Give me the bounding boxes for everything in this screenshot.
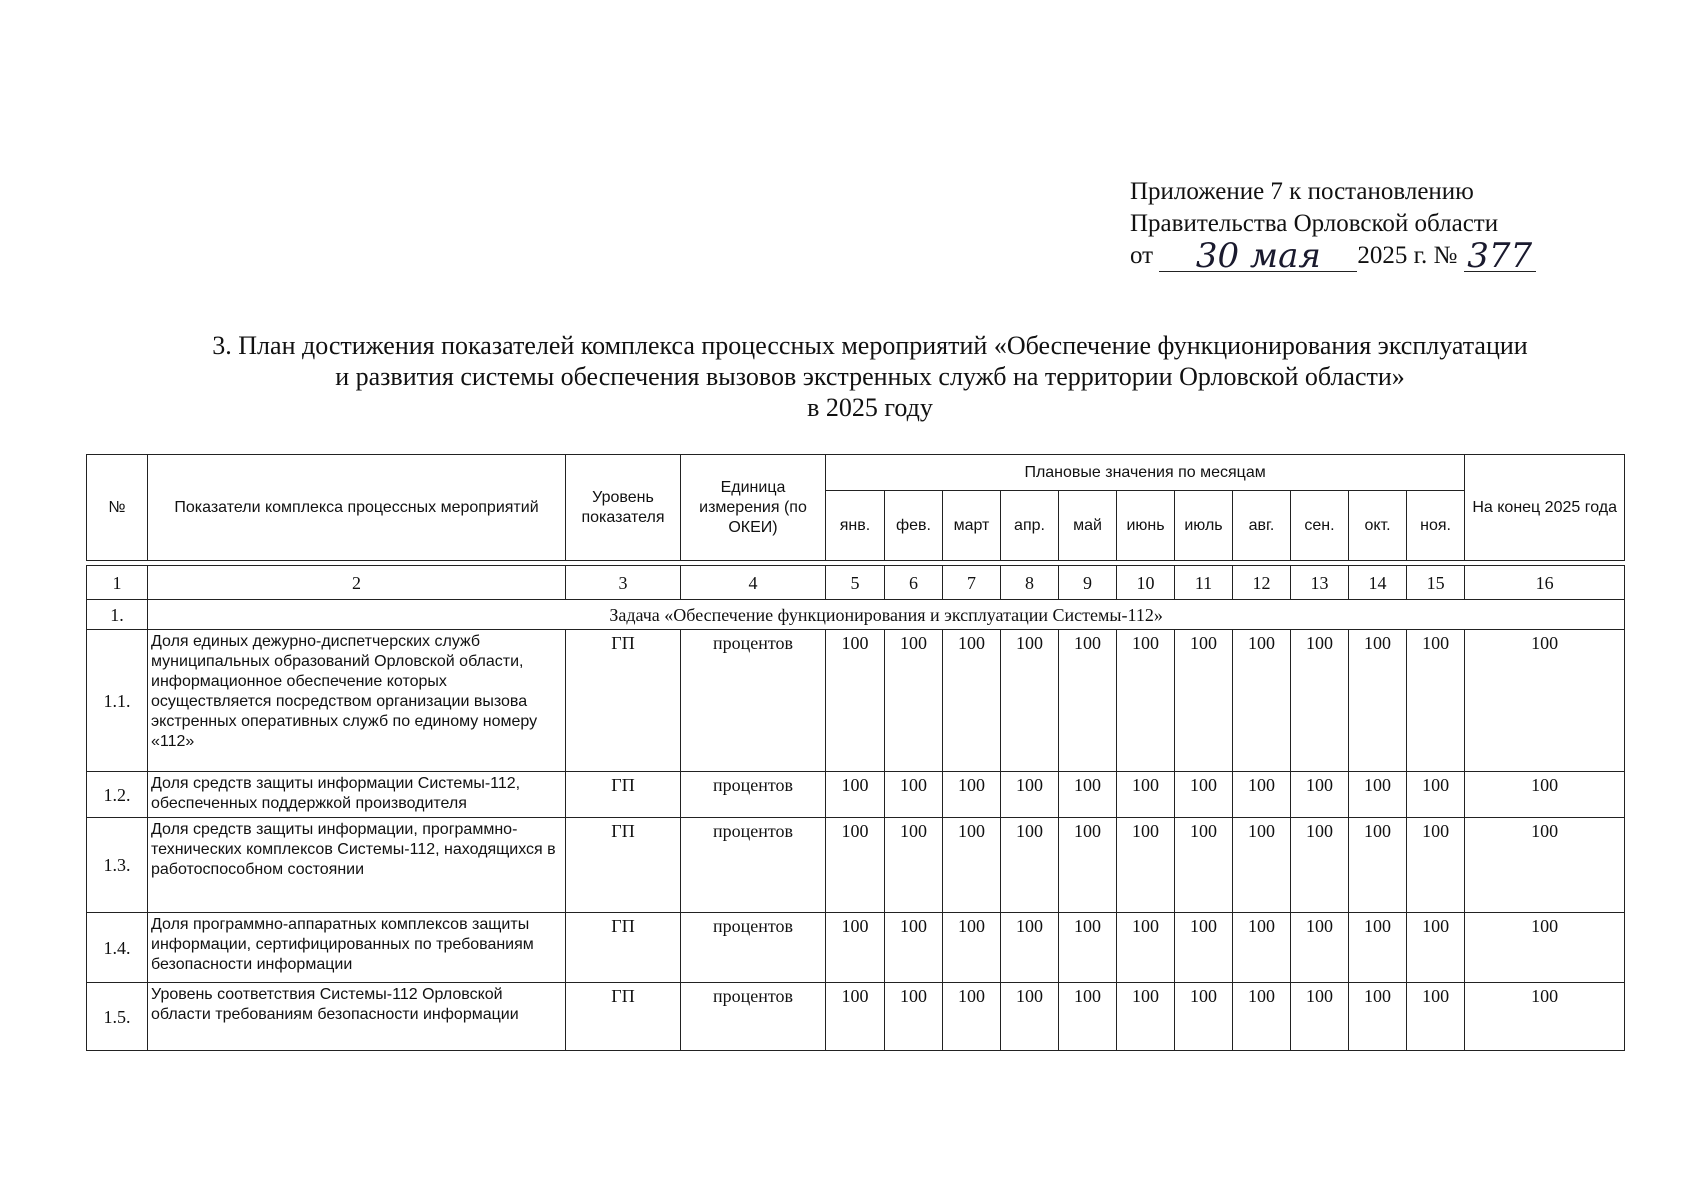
row-value: 100	[1349, 818, 1407, 913]
row-level: ГП	[566, 818, 681, 913]
row-unit: процентов	[681, 630, 826, 772]
row-value: 100	[1117, 913, 1175, 983]
column-number: 14	[1349, 566, 1407, 600]
date-year: 2025 г. №	[1357, 242, 1458, 269]
header-month: фев.	[885, 491, 943, 561]
column-number: 1	[87, 566, 148, 600]
heading-line-3: в 2025 году	[807, 393, 933, 422]
row-value: 100	[1407, 630, 1465, 772]
header-month: сен.	[1291, 491, 1349, 561]
appendix-date-line	[1130, 236, 1550, 276]
row-value: 100	[1233, 983, 1291, 1051]
header-num: №	[87, 455, 148, 561]
row-value: 100	[1175, 772, 1233, 818]
row-value: 100	[943, 818, 1001, 913]
heading-line-1: 3. План достижения показателей комплекса процессных мероприятий «Обеспечение функционирования эксплуатации	[212, 331, 1528, 360]
row-value: 100	[826, 913, 885, 983]
row-level: ГП	[566, 983, 681, 1051]
appendix-block	[1130, 176, 1550, 276]
row-value: 100	[1233, 772, 1291, 818]
row-value: 100	[1175, 818, 1233, 913]
row-level: ГП	[566, 913, 681, 983]
column-number: 4	[681, 566, 826, 600]
row-value: 100	[1291, 818, 1349, 913]
appendix-line-1: Приложение 7 к постановлению	[1130, 178, 1474, 205]
column-number: 11	[1175, 566, 1233, 600]
row-value: 100	[1001, 983, 1059, 1051]
row-end: 100	[1465, 772, 1625, 818]
row-name: Доля средств защиты информации, программно-технических комплексов Системы-112, находящихся в работоспособном состоянии	[148, 818, 566, 913]
row-value: 100	[943, 983, 1001, 1051]
row-value: 100	[1407, 913, 1465, 983]
row-value: 100	[1175, 630, 1233, 772]
row-level: ГП	[566, 630, 681, 772]
row-value: 100	[1233, 630, 1291, 772]
row-end: 100	[1465, 630, 1625, 772]
task-row	[87, 600, 1625, 630]
row-value: 100	[1175, 983, 1233, 1051]
row-value: 100	[1407, 983, 1465, 1051]
row-value: 100	[1291, 772, 1349, 818]
column-number: 9	[1059, 566, 1117, 600]
row-unit: процентов	[681, 913, 826, 983]
row-value: 100	[826, 818, 885, 913]
row-end: 100	[1465, 818, 1625, 913]
header-level: Уровень показателя	[566, 455, 681, 561]
table-row	[87, 983, 1625, 1051]
row-name: Доля средств защиты информации Системы-112, обеспеченных поддержкой производителя	[148, 772, 566, 818]
header-month: июль	[1175, 491, 1233, 561]
row-value: 100	[826, 983, 885, 1051]
row-value: 100	[943, 630, 1001, 772]
row-value: 100	[1117, 818, 1175, 913]
row-value: 100	[826, 630, 885, 772]
row-unit: процентов	[681, 818, 826, 913]
row-value: 100	[1407, 818, 1465, 913]
column-number: 8	[1001, 566, 1059, 600]
row-value: 100	[826, 772, 885, 818]
row-value: 100	[943, 772, 1001, 818]
header-month: июнь	[1117, 491, 1175, 561]
column-number: 10	[1117, 566, 1175, 600]
row-value: 100	[1233, 913, 1291, 983]
header-end: На конец 2025 года	[1465, 455, 1625, 561]
header-month: май	[1059, 491, 1117, 561]
handwritten-date: 30 мая	[1159, 241, 1357, 272]
table-row	[87, 630, 1625, 772]
row-num: 1.3.	[87, 818, 148, 913]
row-value: 100	[1001, 772, 1059, 818]
column-number: 6	[885, 566, 943, 600]
column-number: 5	[826, 566, 885, 600]
row-value: 100	[1407, 772, 1465, 818]
row-unit: процентов	[681, 983, 826, 1051]
handwritten-number: 377	[1464, 241, 1536, 272]
column-number: 13	[1291, 566, 1349, 600]
row-value: 100	[885, 772, 943, 818]
indicators-table	[86, 454, 1625, 1051]
row-num: 1.4.	[87, 913, 148, 983]
row-value: 100	[885, 630, 943, 772]
row-end: 100	[1465, 983, 1625, 1051]
row-value: 100	[1291, 630, 1349, 772]
heading-line-2: и развития системы обеспечения вызовов экстренных служб на территории Орловской области»	[335, 362, 1405, 391]
row-level: ГП	[566, 772, 681, 818]
row-value: 100	[1233, 818, 1291, 913]
row-value: 100	[1001, 818, 1059, 913]
row-value: 100	[885, 913, 943, 983]
row-num: 1.1.	[87, 630, 148, 772]
row-value: 100	[885, 818, 943, 913]
header-plan: Плановые значения по месяцам	[826, 455, 1465, 491]
header-indicator: Показатели комплекса процессных мероприятий	[148, 455, 566, 561]
row-value: 100	[1001, 913, 1059, 983]
column-number: 15	[1407, 566, 1465, 600]
row-value: 100	[1175, 913, 1233, 983]
header-unit: Единица измерения (по ОКЕИ)	[681, 455, 826, 561]
row-value: 100	[1349, 983, 1407, 1051]
row-value: 100	[1059, 818, 1117, 913]
table-row	[87, 913, 1625, 983]
appendix-line-2: Правительства Орловской области	[1130, 210, 1499, 237]
header-month: ноя.	[1407, 491, 1465, 561]
date-prefix: от	[1130, 242, 1154, 269]
document-heading	[120, 330, 1620, 423]
column-number: 2	[148, 566, 566, 600]
row-unit: процентов	[681, 772, 826, 818]
column-number: 3	[566, 566, 681, 600]
row-value: 100	[1117, 983, 1175, 1051]
row-value: 100	[1117, 772, 1175, 818]
row-value: 100	[885, 983, 943, 1051]
column-numbers-row	[87, 566, 1625, 600]
task-num: 1.	[87, 600, 148, 630]
header-month: янв.	[826, 491, 885, 561]
row-value: 100	[1117, 630, 1175, 772]
table-row	[87, 818, 1625, 913]
row-value: 100	[1059, 772, 1117, 818]
row-value: 100	[1059, 983, 1117, 1051]
row-value: 100	[1349, 913, 1407, 983]
row-num: 1.5.	[87, 983, 148, 1051]
row-value: 100	[1001, 630, 1059, 772]
row-value: 100	[1059, 630, 1117, 772]
row-name: Уровень соответствия Системы-112 Орловской области требованиям безопасности информации	[148, 983, 566, 1051]
header-month: март	[943, 491, 1001, 561]
row-value: 100	[943, 913, 1001, 983]
table-row	[87, 772, 1625, 818]
column-number: 7	[943, 566, 1001, 600]
header-month: окт.	[1349, 491, 1407, 561]
row-value: 100	[1059, 913, 1117, 983]
task-title: Задача «Обеспечение функционирования и эксплуатации Системы-112»	[148, 600, 1625, 630]
header-month: авг.	[1233, 491, 1291, 561]
row-value: 100	[1349, 772, 1407, 818]
row-value: 100	[1291, 913, 1349, 983]
row-value: 100	[1291, 983, 1349, 1051]
row-value: 100	[1349, 630, 1407, 772]
row-name: Доля программно-аппаратных комплексов защиты информации, сертифицированных по требованиям безопасности информации	[148, 913, 566, 983]
header-month: апр.	[1001, 491, 1059, 561]
row-num: 1.2.	[87, 772, 148, 818]
row-name: Доля единых дежурно-диспетчерских служб муниципальных образований Орловской области, информационное обеспечение которых осуществляется посредством организации вызова экстренных оперативных служб по единому номеру «112»	[148, 630, 566, 772]
column-number: 12	[1233, 566, 1291, 600]
row-end: 100	[1465, 913, 1625, 983]
column-number: 16	[1465, 566, 1625, 600]
